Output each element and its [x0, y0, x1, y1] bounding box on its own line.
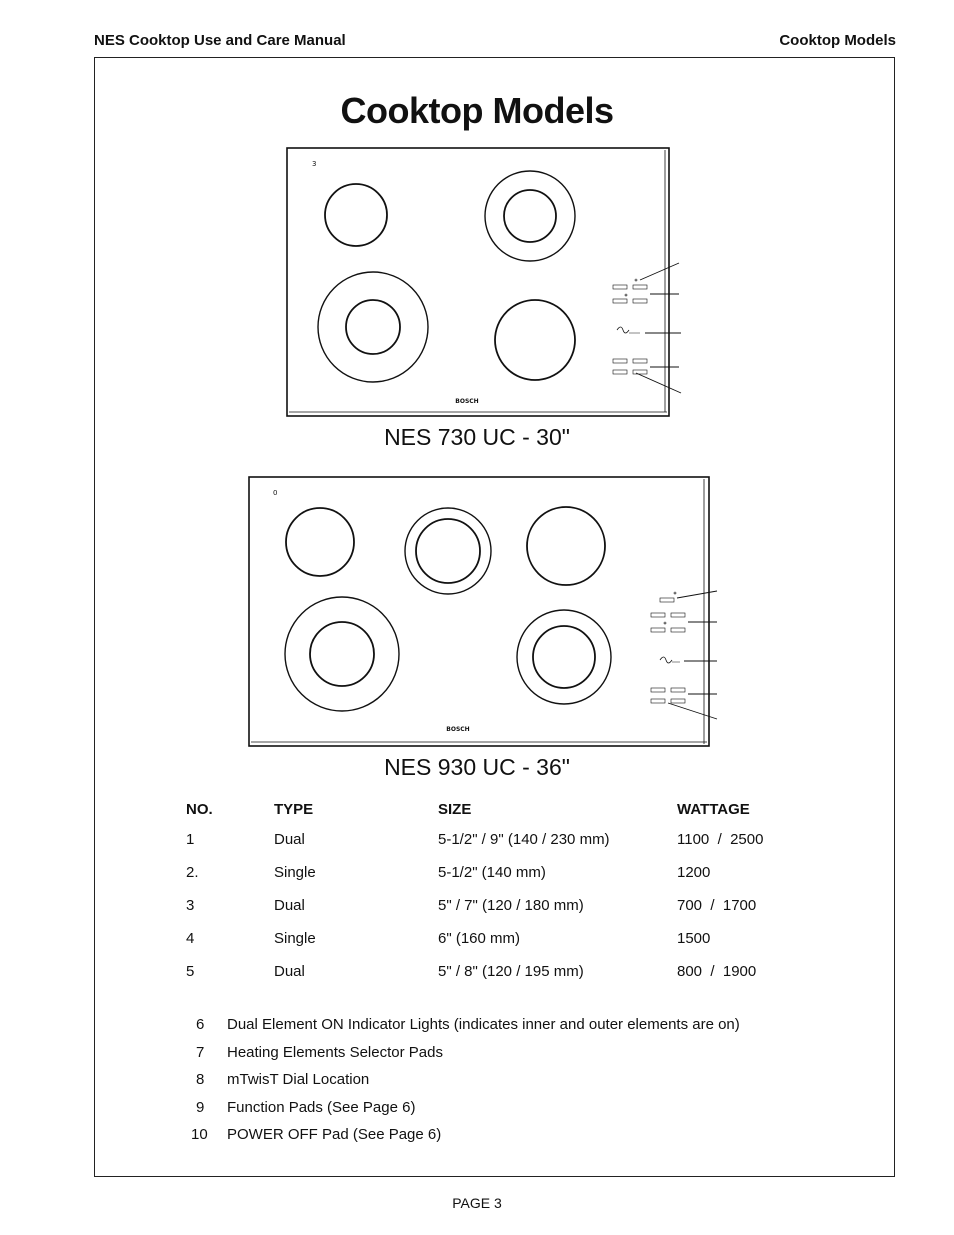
table-row	[186, 823, 797, 856]
table-row	[186, 856, 797, 889]
table-row	[186, 922, 797, 955]
legend-number: 6	[196, 1016, 205, 1033]
header-manual-title: NES Cooktop Use and Care Manual	[94, 32, 346, 49]
column-header-size: SIZE	[438, 800, 472, 818]
cooktop-36-element-single-small	[286, 508, 354, 576]
list-item	[196, 1071, 740, 1099]
legend-number: 8	[196, 1071, 205, 1088]
legend-text: Dual Element ON Indicator Lights (indicates inner and outer elements are on)	[227, 1016, 740, 1033]
cooktop-36-element-dual-small-inner	[416, 519, 480, 583]
cooktop-36-element-dual-medium-outer	[517, 610, 611, 704]
cooktop-30-element-dual-small-outer	[485, 171, 575, 261]
legend-number: 7	[196, 1043, 205, 1061]
cooktop-30-element-dual-large-inner	[346, 300, 400, 354]
cooktop-30-outline	[287, 148, 669, 416]
cooktop-36-element-dual-large-inner	[310, 622, 374, 686]
cooktop-30-brand: BOSCH	[455, 398, 479, 405]
header-section-title: Cooktop Models	[779, 32, 896, 49]
cooktop-36-element-dual-small-outer	[405, 508, 491, 594]
legend-text: Function Pads (See Page 6)	[227, 1098, 416, 1116]
element-spec-table	[186, 795, 797, 988]
cell-wattage: 700 / 1700	[677, 897, 757, 914]
column-header-no: NO.	[186, 800, 213, 818]
cell-type: Single	[274, 930, 316, 947]
cell-no: 4	[186, 930, 195, 947]
list-item	[196, 1099, 740, 1127]
cell-size: 5-1/2" / 9" (140 / 230 mm)	[438, 831, 610, 848]
cooktop-36-element-dual-large-outer	[285, 597, 399, 711]
cooktop-36-element-single-large	[527, 507, 605, 585]
cooktop-30-element-dual-large-outer	[318, 272, 428, 382]
legend-number: 10	[191, 1126, 208, 1143]
column-header-type: TYPE	[274, 800, 314, 818]
cell-type: Dual	[274, 897, 305, 914]
cooktop-30-diagram	[287, 148, 681, 416]
cell-type: Dual	[274, 963, 305, 980]
cell-type: Dual	[274, 831, 305, 848]
cell-size: 5-1/2" (140 mm)	[438, 864, 546, 881]
table-row	[186, 889, 797, 922]
cooktop-36-element-dual-medium-inner	[533, 626, 595, 688]
cell-wattage: 1500	[677, 930, 711, 947]
table-header-row	[186, 795, 797, 823]
table-row	[186, 955, 797, 988]
cell-size: 5" / 7" (120 / 180 mm)	[438, 897, 584, 914]
cooktop-30-element-dual-small-inner	[504, 190, 556, 242]
page-number: PAGE 3	[452, 1195, 502, 1211]
cell-type: Single	[274, 864, 316, 881]
column-header-wattage: WATTAGE	[677, 800, 750, 818]
cell-wattage: 1200	[677, 864, 711, 881]
legend-text: Heating Elements Selector Pads	[227, 1043, 443, 1061]
cooktop-36-corner-mark: 0	[273, 489, 278, 497]
legend-text: POWER OFF Pad (See Page 6)	[227, 1126, 442, 1143]
list-item	[191, 1126, 740, 1154]
model-caption-30: NES 730 UC - 30"	[384, 424, 570, 450]
cell-no: 5	[186, 963, 195, 980]
legend-text: mTwisT Dial Location	[227, 1071, 370, 1088]
cell-size: 5" / 8" (120 / 195 mm)	[438, 963, 584, 980]
cooktop-30-element-single-large	[495, 300, 575, 380]
cooktop-36-brand: BOSCH	[446, 726, 470, 733]
list-item	[196, 1044, 740, 1072]
page-title: Cooktop Models	[340, 90, 614, 131]
cooktop-36-diagram	[249, 477, 717, 746]
cell-wattage: 1100 / 2500	[677, 831, 764, 848]
cell-no: 3	[186, 897, 195, 914]
model-caption-36: NES 930 UC - 36"	[384, 754, 570, 780]
legend-number: 9	[196, 1098, 205, 1116]
cell-no: 2.	[186, 864, 199, 881]
cell-no: 1	[186, 831, 195, 848]
cell-wattage: 800 / 1900	[677, 963, 757, 980]
cooktop-30-element-single-small	[325, 184, 387, 246]
cell-size: 6" (160 mm)	[438, 930, 521, 947]
list-item	[196, 1016, 740, 1044]
cooktop-30-corner-mark: 3	[312, 160, 317, 168]
component-legend	[191, 1016, 740, 1154]
